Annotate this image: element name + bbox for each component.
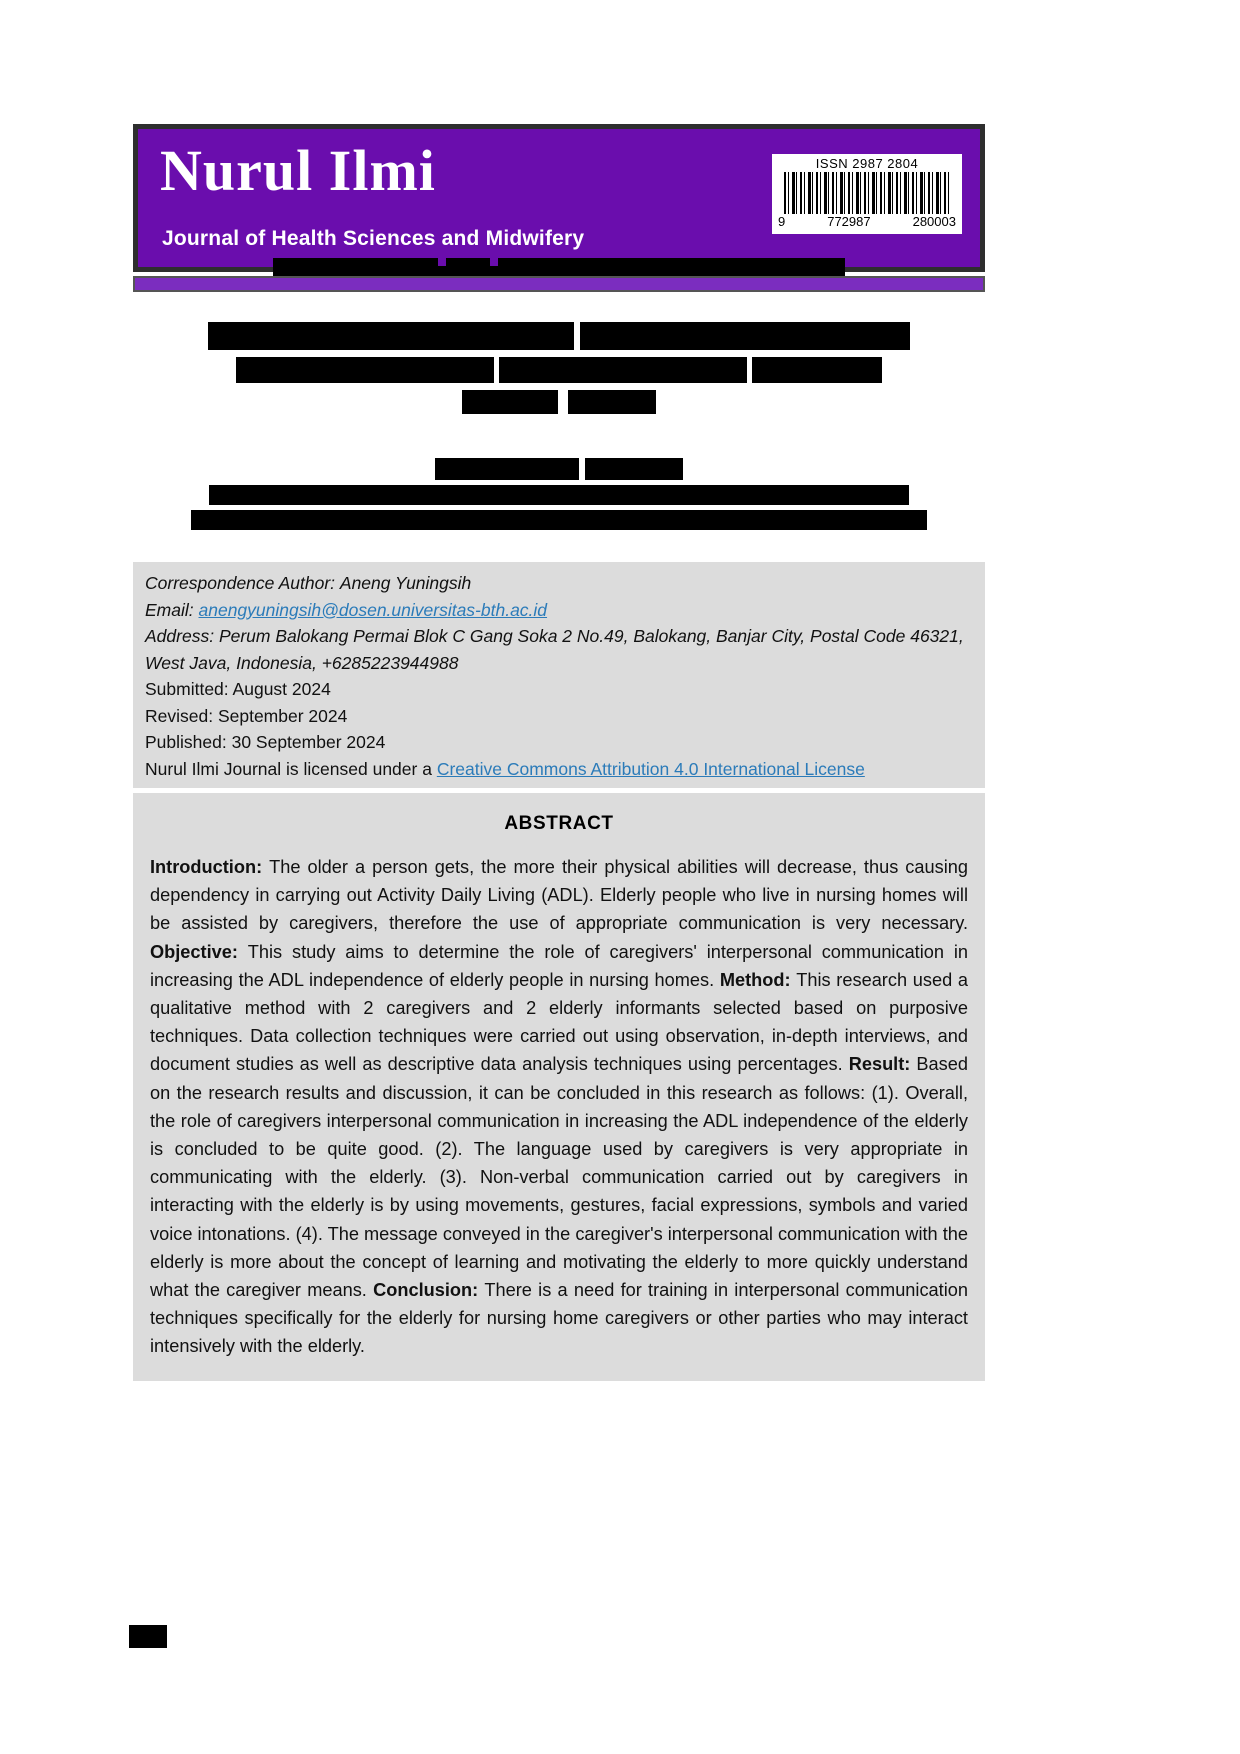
address-label: Address: [145,626,215,646]
authors-redacted [133,458,985,535]
submitted-date: Submitted: August 2024 [145,679,331,699]
revised-date: Revised: September 2024 [145,705,348,726]
redacted-header-line-2 [287,261,845,277]
correspondence-author-name: Aneng Yuningsih [339,573,472,593]
issn-barcode [772,154,962,234]
author-line-3 [133,510,985,530]
correspondence-box [133,562,985,788]
author-line-2 [133,485,985,505]
abstract-text-run: This research used a qualitative method with 2 caregivers and 2 elderly informants selected based on purposive techniques. Data collection techniques were carried out using observation, in-depth interviews, and document studies as well as descriptive data analysis techniques using percentages. [150,969,969,1075]
barcode-group-1: 772987 [827,214,871,229]
email-label: Email: [145,599,194,620]
license-link[interactable]: Creative Commons Attribution 4.0 International License [436,758,865,779]
abstract-run-in-heading: Conclusion: [373,1280,485,1301]
author-line-1 [133,458,985,480]
redacted-header-gap-2 [490,258,498,266]
abstract-heading: ABSTRACT [504,813,614,834]
abstract-run-in-heading: Result: [848,1054,917,1075]
abstract-text-run: There is a need for training in interpersonal communication techniques specifically for the elderly for nursing home caregivers or other parties who may interact intensively with the elderly. [150,1280,968,1357]
article-title-redacted [133,322,985,421]
barcode-left-digit: 9 [778,214,786,229]
license-prefix: Nurul Ilmi Journal is licensed under a [145,758,437,779]
barcode-group-2: 280003 [912,214,956,229]
correspondence-address-row [145,623,973,676]
published-date: Published: 30 September 2024 [145,732,386,752]
title-line-3 [133,390,985,414]
abstract-body [150,853,968,1361]
issn-label: ISSN 2987 2804 [815,156,919,171]
abstract-run-in-heading: Introduction: [150,857,270,877]
title-line-1 [133,322,985,350]
license-row [145,756,973,783]
journal-title: Nurul Ilmi [160,138,436,203]
masthead-accent-bar [133,276,985,292]
correspondence-author-row [145,570,973,597]
abstract-text-run: Based on the research results and discussion, it can be concluded in this research as follows: (1). Overall, the role of caregivers interpersonal communication in increasing the ADL independence of the elderly is concluded to be quite good. (2). The language used by caregivers is very appropriate in communicating with the elderly. (3). Non-verbal communication carried out by caregivers in interacting with the elderly is by using movements, gestures, facial expressions, symbols and varied voice intonations. (4). The message conveyed in the caregiver's interpersonal communication with the elderly is more about the concept of learning and motivating the elderly to more quickly understand what the caregiver means. [150,1054,968,1301]
redacted-page-number [129,1625,167,1648]
journal-masthead-banner [133,124,985,272]
journal-subtitle: Journal of Health Sciences and Midwifery [162,227,585,250]
address-value: Perum Balokang Permai Blok C Gang Soka 2 No.49, Balokang, Banjar City, Postal Code 46321, West Java, Indonesia, +6285223944988 [145,626,964,673]
correspondence-email-row [145,597,973,624]
abstract-run-in-heading: Method: [719,969,797,990]
abstract-run-in-heading: Objective: [150,941,248,962]
abstract-text-run: This study aims to determine the role of caregivers' interpersonal communication in increasing the ADL independence of elderly people in nursing homes. [150,941,968,990]
abstract-box [133,793,985,1381]
barcode-digits [776,214,958,229]
barcode-bars-icon [784,172,950,214]
email-link[interactable]: anengyuningsih@dosen.universitas-bth.ac.id [198,599,548,620]
abstract-text-run: The older a person gets, the more their physical abilities will decrease, thus causing dependency in carrying out Activity Daily Living (ADL). Elderly people who live in nursing homes will be assisted by caregivers, therefore the use of appropriate communication is very necessary. [150,857,968,934]
correspondence-author-label: Correspondence Author: [145,573,336,593]
title-line-2 [133,357,985,383]
redacted-header-gap-1 [438,258,446,266]
